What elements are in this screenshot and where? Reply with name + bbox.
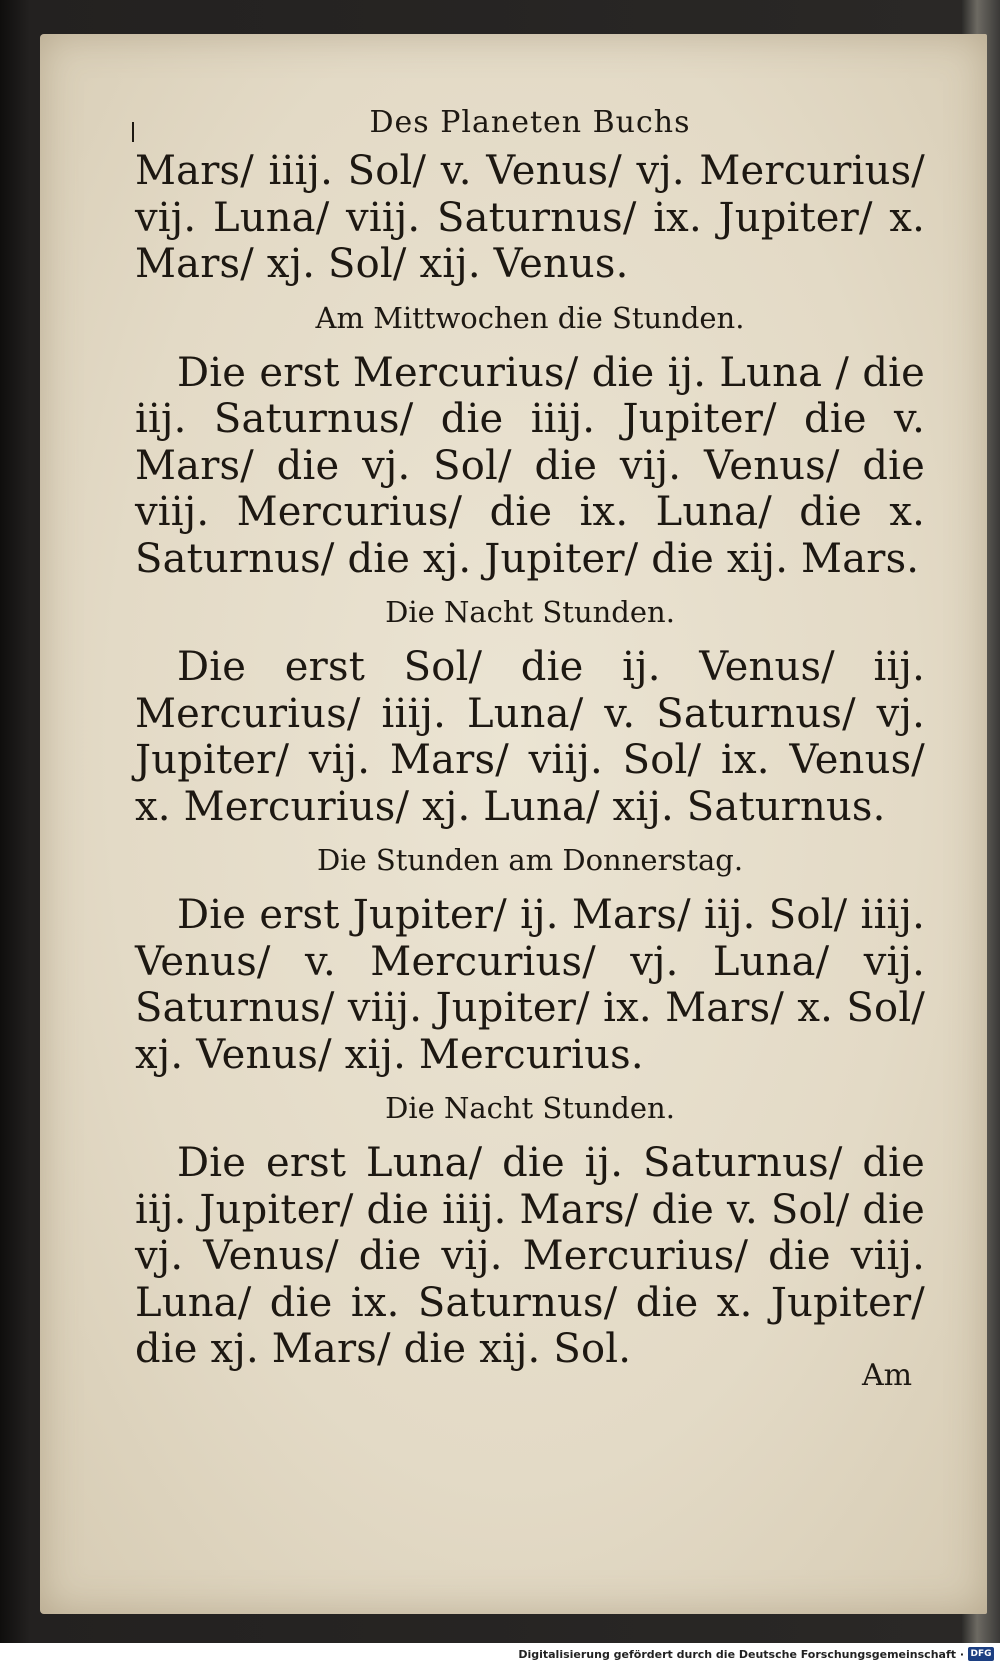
- section-heading-night: Die Nacht Stunden.: [385, 595, 675, 629]
- page-text-block: [135, 100, 925, 1373]
- paragraph-wednesday-day: Die erst Mercurius/ die ij. Luna / die iij. Saturnus/ die iiij. Jupiter/ die v. Mars/ die vj. Sol/ die vij. Venus/ die viij. Mercurius/ die ix. Luna/ die x. Saturnus/ die xj. Jupiter/ die xij. Mars.: [135, 349, 925, 582]
- catchword: Am: [862, 1358, 913, 1393]
- paragraph-wednesday-night: Die erst Sol/ die ij. Venus/ iij. Mercurius/ iiij. Luna/ v. Saturnus/ vj. Jupiter/ vij. Mars/ viij. Sol/ ix. Venus/ x. Mercurius/ xj. Luna/ xij. Saturnus.: [135, 644, 925, 830]
- section-heading-wednesday: Am Mittwochen die Stunden.: [315, 300, 745, 335]
- paragraph-thursday-night: Die erst Luna/ die ij. Saturnus/ die iij. Jupiter/ die iiij. Mars/ die v. Sol/ die vj. Venus/ die vij. Mercurius/ die viij. Luna/ die ix. Saturnus/ die x. Jupiter/ die xj. Mars/ die xij. Sol.: [135, 1140, 925, 1372]
- section-heading-night-2: Die Nacht Stunden.: [385, 1091, 675, 1125]
- section-heading-thursday: Die Stunden am Donnerstag.: [316, 843, 744, 877]
- running-head: Des Planeten Buchs: [369, 105, 691, 140]
- paragraph-continuation: Mars/ iiij. Sol/ v. Venus/ vj. Mercurius/ vij. Luna/ viij. Saturnus/ ix. Jupiter/ x. Mars/ xj. Sol/ xij. Venus.: [135, 148, 925, 287]
- margin-mark: [132, 122, 134, 142]
- paragraph-thursday-day: Die erst Jupiter/ ij. Mars/ iij. Sol/ iiij. Venus/ v. Mercurius/ vj. Luna/ vij. Saturnus/ viij. Jupiter/ ix. Mars/ x. Sol/ xj. Venus/ xij. Mercurius.: [135, 892, 925, 1078]
- dfg-logo: DFG: [968, 1647, 994, 1661]
- digitization-credit: Digitalisierung gefördert durch die Deutsche Forschungsgemeinschaft ·: [518, 1648, 964, 1661]
